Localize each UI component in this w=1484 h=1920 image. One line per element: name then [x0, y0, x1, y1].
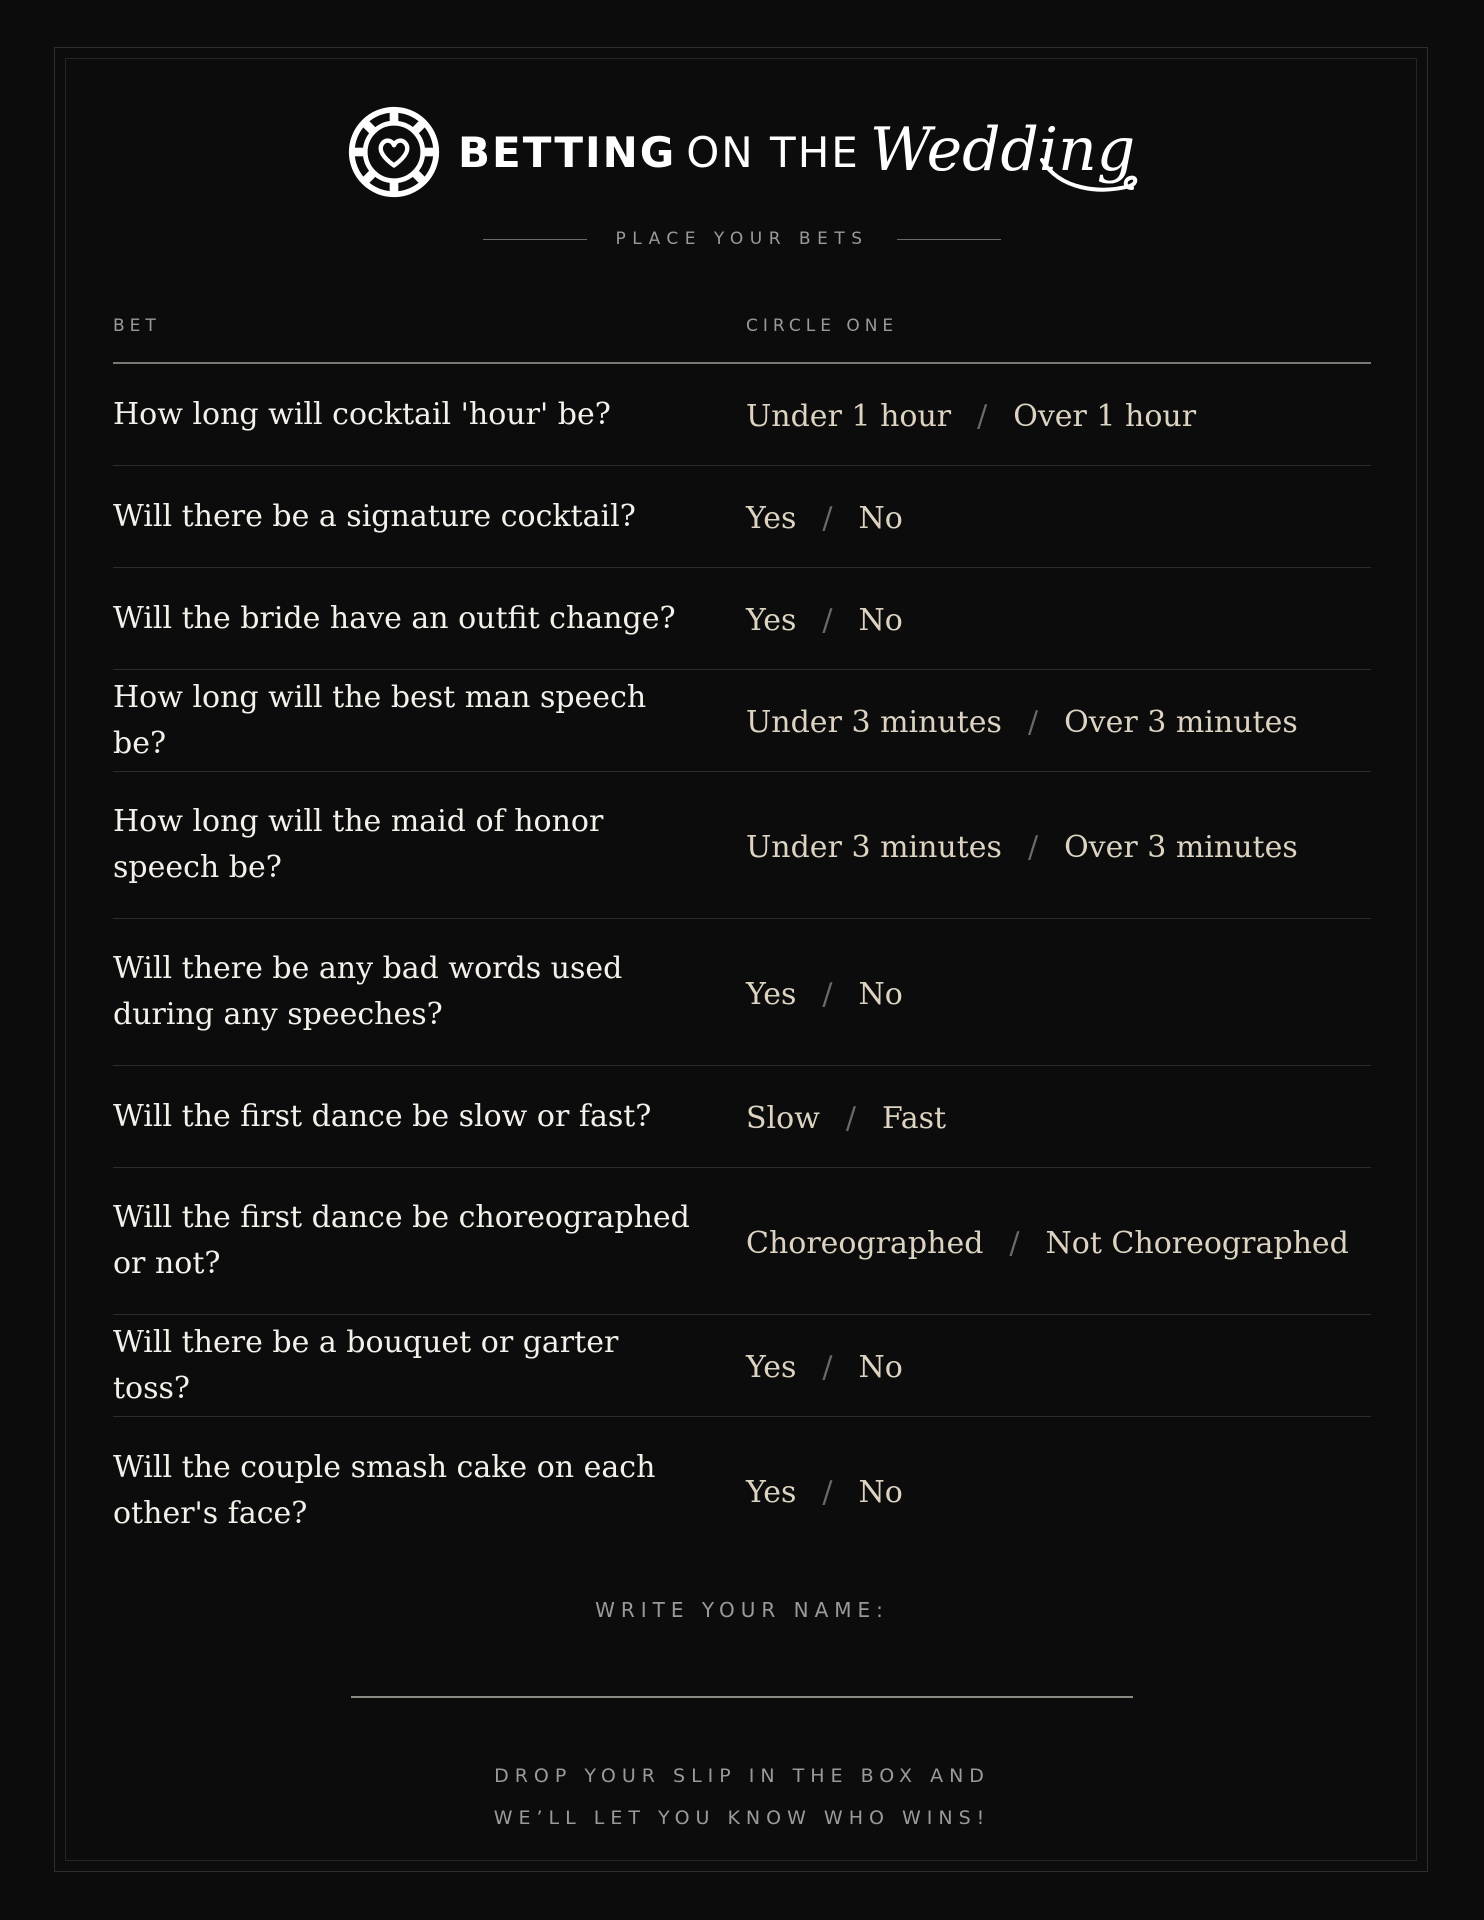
bet-options [746, 1168, 1349, 1314]
subtitle: PLACE YOUR BETS [615, 229, 869, 249]
logo-betting: BETTING [458, 127, 677, 177]
option-b[interactable]: Over 1 hour [1013, 399, 1197, 434]
column-header-bet: BET [113, 316, 161, 336]
bet-options [746, 670, 1298, 771]
bets-table [113, 364, 1371, 1564]
option-a[interactable]: Under 1 hour [746, 399, 952, 434]
bet-question: How long will the maid of honor speech be? [113, 804, 604, 885]
option-b[interactable]: Over 3 minutes [1064, 705, 1298, 740]
bet-options [746, 1066, 946, 1167]
option-b[interactable]: No [858, 603, 903, 638]
footer-note [0, 1755, 1484, 1839]
option-b[interactable]: No [858, 976, 903, 1012]
option-separator: / [822, 976, 833, 1012]
bet-options [746, 364, 1196, 465]
bet-question: Will the bride have an outfit change? [113, 600, 676, 636]
name-write-line[interactable] [351, 1696, 1133, 1698]
subtitle-rule-right [897, 239, 1001, 240]
name-label: WRITE YOUR NAME: [595, 1598, 889, 1622]
footer-line-2: WE’LL LET YOU KNOW WHO WINS! [493, 1807, 991, 1829]
option-separator: / [977, 399, 988, 434]
table-row [113, 1168, 1371, 1315]
bet-options [746, 1417, 903, 1564]
footer-line-1: DROP YOUR SLIP IN THE BOX AND [494, 1765, 990, 1787]
option-separator: / [1027, 829, 1039, 865]
logo-swash [1040, 150, 1140, 200]
bet-question: Will the first dance be choreographed or not? [113, 1200, 690, 1281]
table-row [113, 364, 1371, 466]
subtitle-rule-left [483, 239, 587, 240]
logo-on-the: ON THE [686, 127, 860, 177]
bet-options [746, 466, 903, 567]
table-row [113, 1417, 1371, 1564]
bet-question: How long will the best man speech be? [113, 679, 647, 761]
table-row [113, 1315, 1371, 1417]
option-a[interactable]: Under 3 minutes [746, 829, 1002, 865]
option-separator: / [822, 603, 833, 638]
option-separator: / [1009, 1225, 1020, 1261]
logo-wedding-script: Wedding [869, 115, 1136, 185]
table-row [113, 1066, 1371, 1168]
table-row [113, 466, 1371, 568]
table-row [113, 568, 1371, 670]
column-header-circle-one: CIRCLE ONE [746, 316, 899, 336]
bet-question: Will there be any bad words used during any speeches? [113, 951, 623, 1032]
bet-question: Will the couple smash cake on each other's face? [113, 1449, 656, 1531]
subtitle-row [472, 229, 1012, 249]
table-row [113, 772, 1371, 919]
option-a[interactable]: Yes [746, 1350, 797, 1385]
option-a[interactable]: Under 3 minutes [746, 705, 1002, 740]
option-b[interactable]: Not Choreographed [1045, 1225, 1349, 1261]
option-separator: / [822, 1475, 833, 1510]
option-a[interactable]: Slow [746, 1101, 820, 1136]
option-b[interactable]: No [858, 501, 903, 536]
table-row [113, 919, 1371, 1066]
option-separator: / [845, 1101, 856, 1136]
option-a[interactable]: Choreographed [746, 1225, 984, 1261]
option-separator: / [822, 1350, 833, 1385]
bet-question: Will there be a signature cocktail? [113, 498, 636, 534]
option-separator: / [822, 501, 833, 536]
option-b[interactable]: Fast [882, 1101, 947, 1136]
option-a[interactable]: Yes [746, 501, 797, 536]
option-a[interactable]: Yes [746, 1475, 797, 1510]
bet-options [746, 568, 903, 669]
option-separator: / [1027, 705, 1039, 740]
option-b[interactable]: No [858, 1475, 903, 1510]
table-row [113, 670, 1371, 772]
bet-question: Will the first dance be slow or fast? [113, 1098, 652, 1134]
bet-options [746, 772, 1298, 918]
bet-options [746, 1315, 903, 1416]
bet-question: How long will cocktail 'hour' be? [113, 396, 611, 432]
bet-question: Will there be a bouquet or garter toss? [113, 1324, 619, 1406]
poker-chip-heart-icon [346, 104, 442, 200]
bet-options [746, 919, 903, 1065]
option-a[interactable]: Yes [746, 603, 797, 638]
option-b[interactable]: Over 3 minutes [1064, 829, 1298, 865]
logo [346, 102, 1135, 202]
option-b[interactable]: No [858, 1350, 903, 1385]
option-a[interactable]: Yes [746, 976, 797, 1012]
